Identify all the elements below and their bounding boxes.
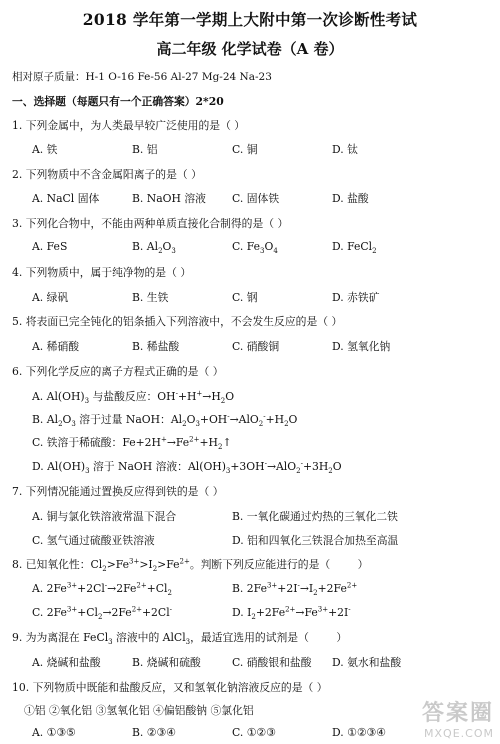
atomic-mass-line: 相对原子质量：H-1 O-16 Fe-56 Al-27 Mg-24 Na-23 [12,71,272,83]
question-1-option-a: A. 铁 [32,143,58,156]
question-4-option-d: D. 赤铁矿 [332,291,380,304]
section-heading: 一、选择题（每题只有一个正确答案）2*20 [12,95,224,108]
question-4-stem: 4. 下列物质中，属于纯净物的是（ ） [12,266,192,279]
question-4-option-c: C. 钢 [232,291,258,304]
exam-subtitle: 高二年级 化学试卷（A 卷） [156,40,344,58]
question-10-option-b: B. ②③④ [132,726,176,739]
question-8-option-b: B. $2Fe^{3+}+2I^-\to I_2+2Fe^{2+}$ [232,581,358,598]
question-8-option-c: C. $2Fe^{3+}+Cl_2\to 2Fe^{2+}+2Cl^-$ [32,605,173,622]
question-10-option-d: D. ①②③④ [332,726,386,739]
question-8-option-a: A. $2Fe^{3+}+2Cl^-\to 2Fe^{2+}+Cl_2$ [32,581,172,598]
question-6-stem: 6. 下列化学反应的离子方程式正确的是（ ） [12,365,224,378]
question-5-stem: 5. 将表面已完全钝化的铝条插入下列溶液中，不会发生反应的是（ ） [12,315,343,328]
question-10-option-c: C. ①②③ [232,726,276,739]
question-6-option-c: C. 铁溶于稀硫酸：$Fe+2H^+\to Fe^{2+}+H_2↑$ [32,435,232,452]
question-2-option-d: D. 盐酸 [332,192,369,205]
question-5-option-b: B. 稀盐酸 [132,340,180,353]
question-4-option-a: A. 绿矾 [32,291,69,304]
question-3-option-a: A. FeS [32,240,68,253]
question-6-option-b: B. $Al_2O_3$ 溶于过量 NaOH：$Al_2O_3+OH^-\to AlO_2^-+H_2O$ [32,412,298,429]
question-3-stem: 3. 下列化合物中，不能由两种单质直接化合制得的是（ ） [12,217,289,230]
question-9-option-d: D. 氨水和盐酸 [332,656,402,669]
question-7-option-d: D. 铝和四氧化三铁混合加热至高温 [232,534,399,547]
question-5-option-c: C. 硝酸铜 [232,340,280,353]
watermark-logo: 答案圈 [421,701,494,726]
question-7-option-c: C. 氢气通过硫酸亚铁溶液 [32,534,155,547]
question-1-option-c: C. 铜 [232,143,258,156]
question-3-option-c: C. $Fe_3O_4$ [232,240,278,256]
question-1-option-b: B. 铝 [132,143,158,156]
question-2-option-a: A. NaCl 固体 [32,192,100,205]
question-9-stem: 9. 为为离混在 FeCl$_3$ 溶液中的 AlCl$_3$，最适宜选用的试剂是（ ） [12,631,348,647]
question-8-option-d: D. $I_2+2Fe^{2+}\to Fe^{3+}+2I^-$ [232,605,351,622]
question-1-stem: 1. 下列金属中，为人类最早较广泛使用的是（ ） [12,119,246,132]
question-3-option-d: D. FeCl$_2$ [332,240,377,256]
exam-title: 2018 学年第一学期上大附中第一次诊断性考试 [82,10,418,29]
question-7-option-b: B. 一氧化碳通过灼热的三氧化二铁 [232,510,398,523]
question-10-items: ①铝 ②氧化铝 ③氢氧化铝 ④偏铝酸钠 ⑤氯化铝 [24,704,254,717]
question-9-option-a: A. 烧碱和盐酸 [32,656,101,669]
watermark [422,696,494,740]
question-2-option-c: C. 固体铁 [232,192,280,205]
question-3-option-b: B. $Al_2O_3$ [132,240,176,256]
question-6-option-d: D. $Al(OH)_3$ 溶于 NaOH 溶液：$Al(OH)_3+3OH^-\to AlO_2^-+3H_2O$ [32,459,342,476]
question-5-option-a: A. 稀硝酸 [32,340,80,353]
question-10-option-a: A. ①③⑤ [32,726,76,739]
question-8-stem: 8. 已知氧化性：$Cl_2>Fe^{3+}>I_2>Fe^{2+}$。判断下列反应能进行的是（ ） [12,557,369,574]
question-6-option-a: A. $Al(OH)_3$ 与盐酸反应：$OH^-+H^+\to H_2O$ [32,389,235,406]
question-5-option-d: D. 氢氧化钠 [332,340,391,353]
question-1-option-d: D. 钛 [332,143,358,156]
question-2-stem: 2. 下列物质中不含金属阳离子的是（ ） [12,168,202,181]
question-9-option-c: C. 硝酸银和盐酸 [232,656,312,669]
question-10-stem: 10. 下列物质中既能和盐酸反应，又和氢氧化钠溶液反应的是（ ） [12,681,328,694]
question-2-option-b: B. NaOH 溶液 [132,192,206,205]
question-7-option-a: A. 铜与氯化铁溶液常温下混合 [32,510,177,523]
question-4-option-b: B. 生铁 [132,291,169,304]
question-9-option-b: B. 烧碱和硫酸 [132,656,201,669]
question-7-stem: 7. 下列情况能通过置换反应得到铁的是（ ） [12,485,224,498]
watermark-url: MXQE.COM [424,727,494,740]
